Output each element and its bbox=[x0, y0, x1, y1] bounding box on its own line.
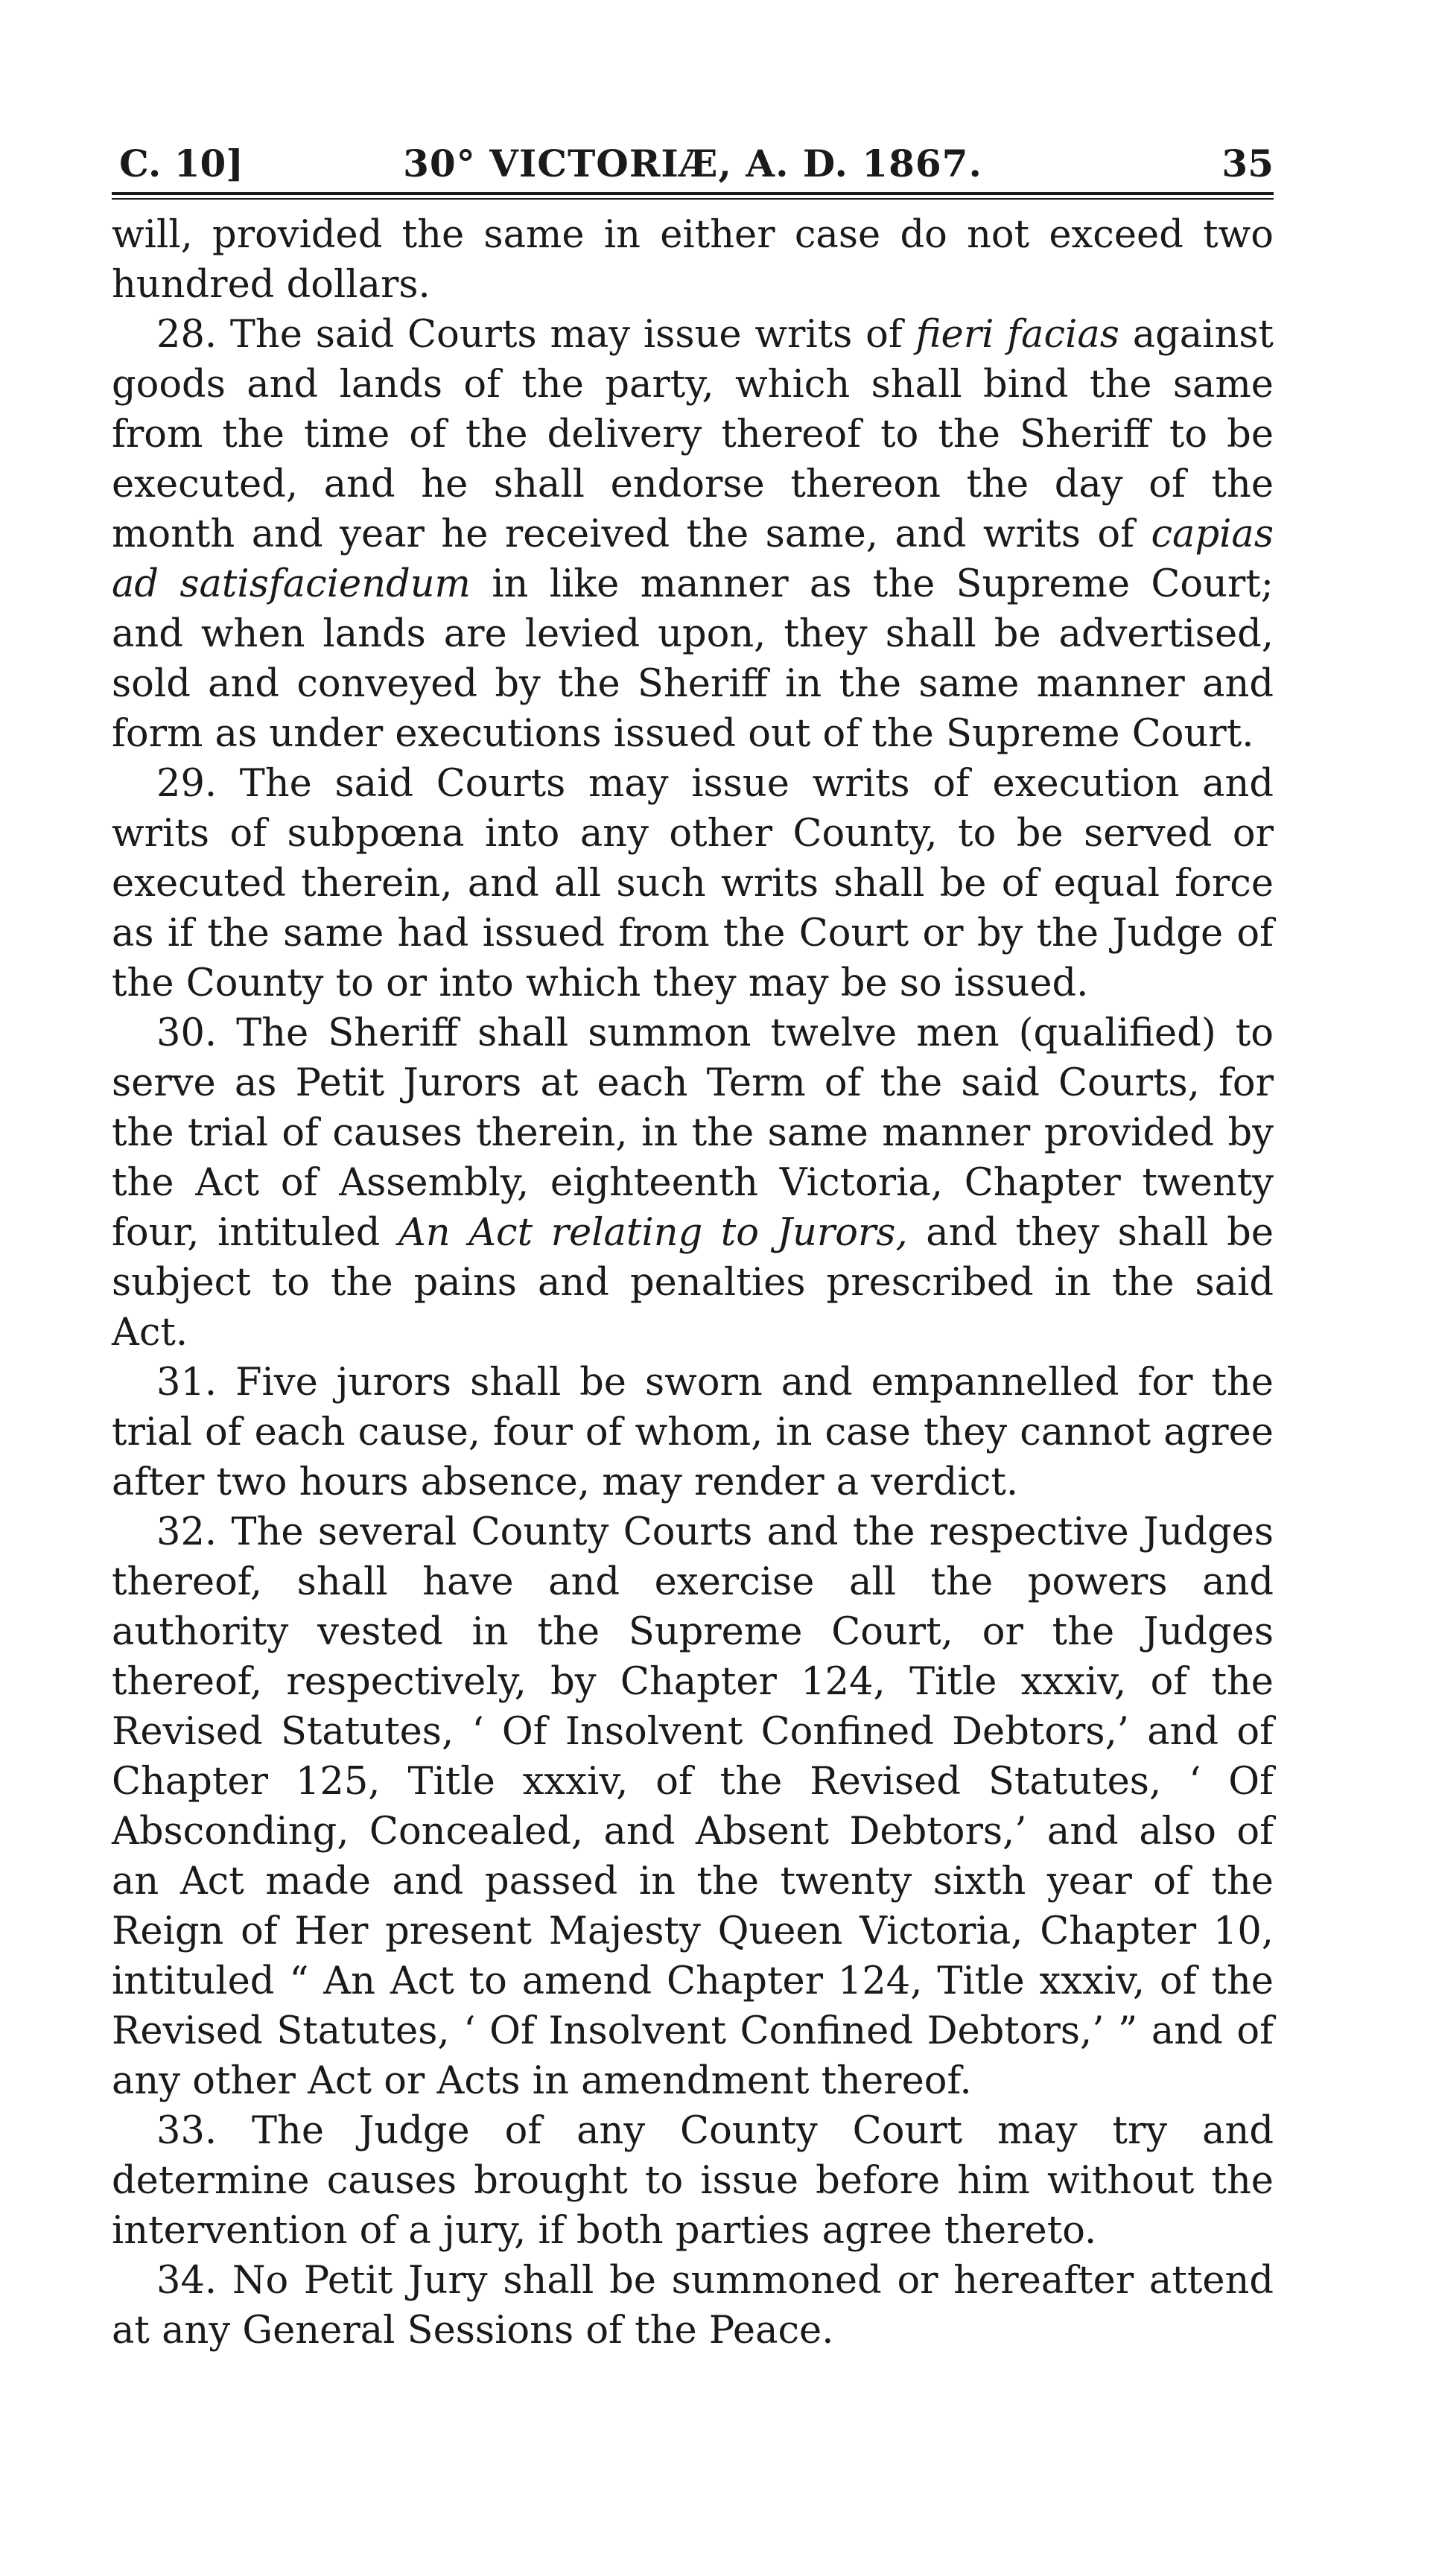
section-34 bbox=[112, 2256, 1274, 2356]
section-30 bbox=[112, 1008, 1274, 1358]
text-run: 30. The Sheriff shall summon twelve men (qualified) to serve as Petit Jurors at each Term of the said Courts, for the trial of causes therein, in the same manner provided by the Act of Assembly, eighteenth Victoria, Chapter twenty four, intituled bbox=[112, 1011, 1274, 1255]
section-33 bbox=[112, 2106, 1274, 2256]
text-run: 31. Five jurors shall be sworn and empannelled for the trial of each cause, four of whom, in case they cannot agree after two hours absence, may render a verdict. bbox=[112, 1361, 1274, 1504]
section-32 bbox=[112, 1507, 1274, 2106]
header-rule-thin bbox=[112, 198, 1274, 200]
section-28 bbox=[112, 310, 1274, 759]
italic-phrase: An Act relating to Jurors, bbox=[398, 1211, 908, 1255]
text-run: in like manner as the Supreme Court; and when lands are levied upon, they shall be advertised, sold and conveyed by the Sheriff in the same manner and form as under executions issued out of the Supreme Court. bbox=[112, 562, 1274, 756]
section-29 bbox=[112, 759, 1274, 1008]
running-title: 30° VICTORIÆ, A. D. 1867. bbox=[403, 141, 982, 185]
text-run: and they shall be subject to the pains and penalties prescribed in the said Act. bbox=[112, 1211, 1274, 1355]
header-rule-thick bbox=[112, 192, 1274, 195]
text-run: will, provided the same in either case do not exceed two hundred dollars. bbox=[112, 213, 1274, 307]
chapter-reference: C. 10] bbox=[119, 141, 244, 185]
italic-phrase: capias ad satisfaciendum bbox=[112, 512, 1274, 606]
text-run: 28. The said Courts may issue writs of bbox=[156, 313, 916, 357]
section-31 bbox=[112, 1358, 1274, 1507]
page-number: 35 bbox=[1221, 141, 1274, 185]
text-run: against goods and lands of the party, which shall bind the same from the time of the delivery thereof to the Sheriff to be executed, and he shall endorse thereon the day of the month and year he received the same, and writs of bbox=[112, 313, 1274, 556]
running-head bbox=[112, 134, 1274, 192]
text-run: 32. The several County Courts and the respective Judges thereof, shall have and exercise all the powers and authority vested in the Supreme Court, or the Judges thereof, respectively, by Chapter 124, Title xxxiv, of the Revised Statutes, ‘ Of Insolvent Confined Debtors,’ and of Chapter 125, Title xxxiv, of the Revised Statutes, ‘ Of Absconding, Concealed, and Absent Debtors,’ and also of an Act made and passed in the twenty sixth year of the Reign of Her present Majesty Queen Victoria, Chapter 10, intituled “ An Act to amend Chapter 124, Title xxxiv, of the Revised Statutes, ‘ Of Insolvent Confined Debtors,’ ” and of any other Act or Acts in amendment thereof. bbox=[112, 1510, 1274, 2103]
text-run: 33. The Judge of any County Court may try and determine causes brought to issue before him without the intervention of a jury, if both parties agree thereto. bbox=[112, 2109, 1274, 2253]
continued-paragraph bbox=[112, 210, 1274, 310]
italic-phrase: fieri facias bbox=[915, 313, 1119, 357]
text-run: 29. The said Courts may issue writs of execution and writs of subpœna into any other County, to be served or executed therein, and all such writs shall be of equal force as if the same had issued from the Court or by the Judge of the County to or into which they may be so issued. bbox=[112, 762, 1274, 1005]
text-run: 34. No Petit Jury shall be summoned or hereafter attend at any General Sessions of the Peace. bbox=[112, 2259, 1274, 2353]
body-text bbox=[112, 210, 1274, 2356]
page bbox=[112, 134, 1274, 2356]
